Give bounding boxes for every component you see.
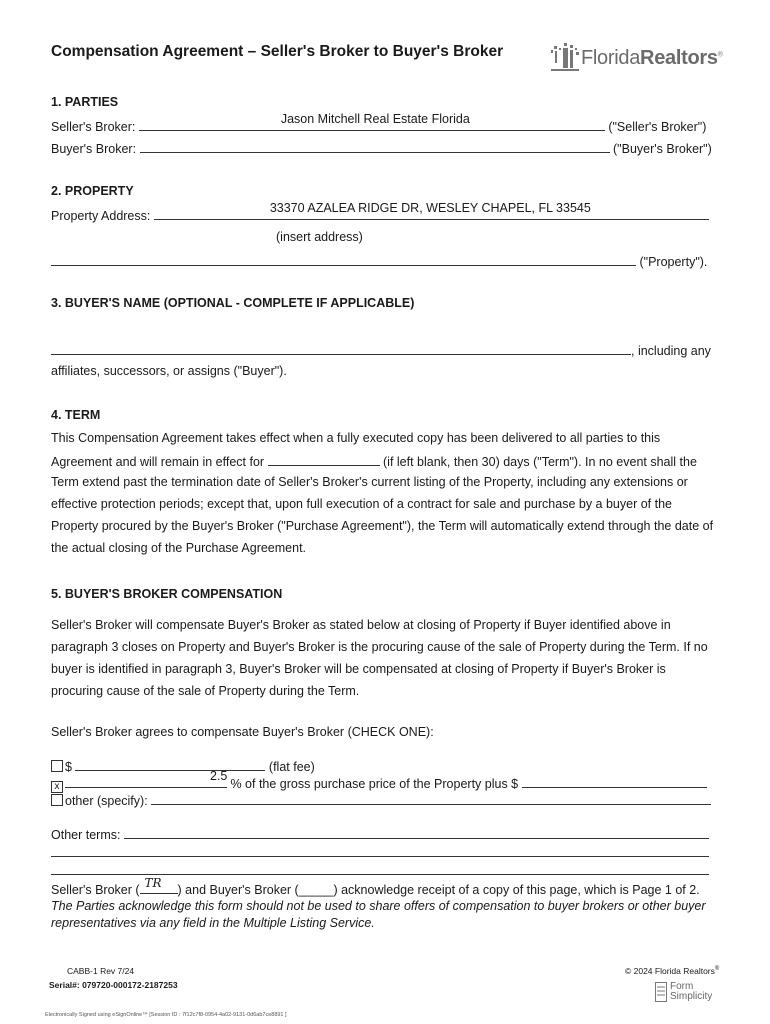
- people-icon: [551, 42, 581, 74]
- other-terms-line: Other terms:: [51, 826, 709, 842]
- other-specify-field[interactable]: [151, 792, 711, 805]
- flat-fee-field[interactable]: [75, 758, 265, 771]
- other-terms-line-2[interactable]: [51, 856, 709, 857]
- form-id: CABB-1 Rev 7/24: [67, 966, 135, 976]
- disclaimer-line-1: The Parties acknowledge this form should not be used to share offers of compensation to buyer brokers or other buyer: [51, 899, 706, 913]
- seller-broker-value: Jason Mitchell Real Estate Florida: [280, 112, 470, 126]
- buyer-name-line-2: affiliates, successors, or assigns ("Buyer").: [51, 364, 287, 378]
- section-5-heading: 5. BUYER'S BROKER COMPENSATION: [51, 587, 283, 601]
- form-simplicity-logo: Form Simplicity: [655, 982, 712, 1002]
- buyer-broker-field[interactable]: [140, 140, 610, 153]
- buyer-name-line: , including any: [51, 342, 711, 358]
- option-percentage: x 2.5 % of the gross purchase price of the Property plus $: [51, 775, 707, 793]
- seller-initials: TR: [144, 876, 162, 890]
- percentage-value: 2.5: [210, 769, 228, 783]
- insert-address-note: (insert address): [276, 230, 363, 244]
- property-line-2: ("Property").: [51, 253, 707, 269]
- option-flat-fee: $ (flat fee): [51, 758, 315, 774]
- comp-text-1: Seller's Broker will compensate Buyer's Broker as stated below at closing of Property if Buyer identified above in: [51, 618, 671, 632]
- acknowledgement: Seller's Broker ( TR ) and Buyer's Broker (_____) acknowledge receipt of a copy of this page, which is Page 1 of 2.: [51, 876, 700, 897]
- term-text-1: This Compensation Agreement takes effect when a fully executed copy has been delivered to all parties to this: [51, 431, 661, 445]
- term-text-3: Term extend past the termination date of Seller's Broker's current listing of the Property, including any extensions or: [51, 475, 688, 489]
- document-icon: [655, 982, 667, 1002]
- option-other: other (specify):: [51, 792, 711, 808]
- property-line-2-field[interactable]: [51, 253, 636, 266]
- other-checkbox[interactable]: [51, 794, 63, 806]
- page-title: Compensation Agreement – Seller's Broker to Buyer's Broker: [51, 43, 504, 60]
- section-3-heading: 3. BUYER'S NAME (OPTIONAL - COMPLETE IF APPLICABLE): [51, 296, 415, 310]
- seller-initials-field[interactable]: [140, 876, 178, 894]
- other-terms-line-3[interactable]: [51, 874, 709, 875]
- property-address-line: Property Address: 33370 AZALEA RIDGE DR, WESLEY CHAPEL, FL 33545: [51, 207, 709, 223]
- comp-text-4: procuring cause of the sale of Property during the Term.: [51, 684, 360, 698]
- esign-footer: Electronically Signed using eSignOnline™ [Session ID : 7f12c7f8-0954-4a02-9131-0d6ab7ce8891 ]: [45, 1012, 287, 1018]
- buyer-name-field[interactable]: [51, 342, 631, 355]
- seller-broker-line: Seller's Broker: Jason Mitchell Real Estate Florida ("Seller's Broker"): [51, 112, 707, 134]
- plus-amount-field[interactable]: [522, 775, 707, 788]
- term-days-field[interactable]: [268, 453, 380, 466]
- comp-text-2: paragraph 3 closes on Property and Buyer's Broker is the procuring cause of the sale of Property during the Term. If no: [51, 640, 708, 654]
- percentage-field[interactable]: [65, 769, 228, 788]
- property-address-value: 33370 AZALEA RIDGE DR, WESLEY CHAPEL, FL 33545: [269, 201, 591, 215]
- logo-text: FloridaRealtors®: [581, 46, 723, 69]
- percentage-checkbox[interactable]: x: [51, 781, 63, 793]
- florida-realtors-logo: [551, 42, 723, 74]
- comp-text-3: buyer is identified in paragraph 3, Buyer's Broker will be compensated at closing of Property if Buyer's Broker is: [51, 662, 666, 676]
- term-text-4: effective protection periods; except that, upon full execution of a contract for sale and purchase by a buyer of the: [51, 497, 672, 511]
- section-2-heading: 2. PROPERTY: [51, 184, 134, 198]
- serial-number: Serial#: 079720-000172-2187253: [49, 980, 178, 990]
- disclaimer-line-2: representatives via any field in the Multiple Listing Service.: [51, 916, 375, 930]
- term-text-5: Property procured by the Buyer's Broker ("Purchase Agreement"), the Term will automatically extend through the date of: [51, 519, 714, 533]
- term-text-2: Agreement and will remain in effect for (if left blank, then 30) days ("Term"). In no event shall the: [51, 455, 697, 469]
- copyright: © 2024 Florida Realtors®: [625, 966, 720, 976]
- flat-fee-checkbox[interactable]: [51, 760, 63, 772]
- buyer-broker-line: Buyer's Broker: ("Buyer's Broker"): [51, 142, 712, 156]
- other-terms-field[interactable]: [124, 826, 709, 839]
- section-1-heading: 1. PARTIES: [51, 95, 119, 109]
- term-text-6: the actual closing of the Purchase Agreement.: [51, 541, 307, 555]
- comp-check-one: Seller's Broker agrees to compensate Buyer's Broker (CHECK ONE):: [51, 725, 434, 739]
- section-4-heading: 4. TERM: [51, 408, 101, 422]
